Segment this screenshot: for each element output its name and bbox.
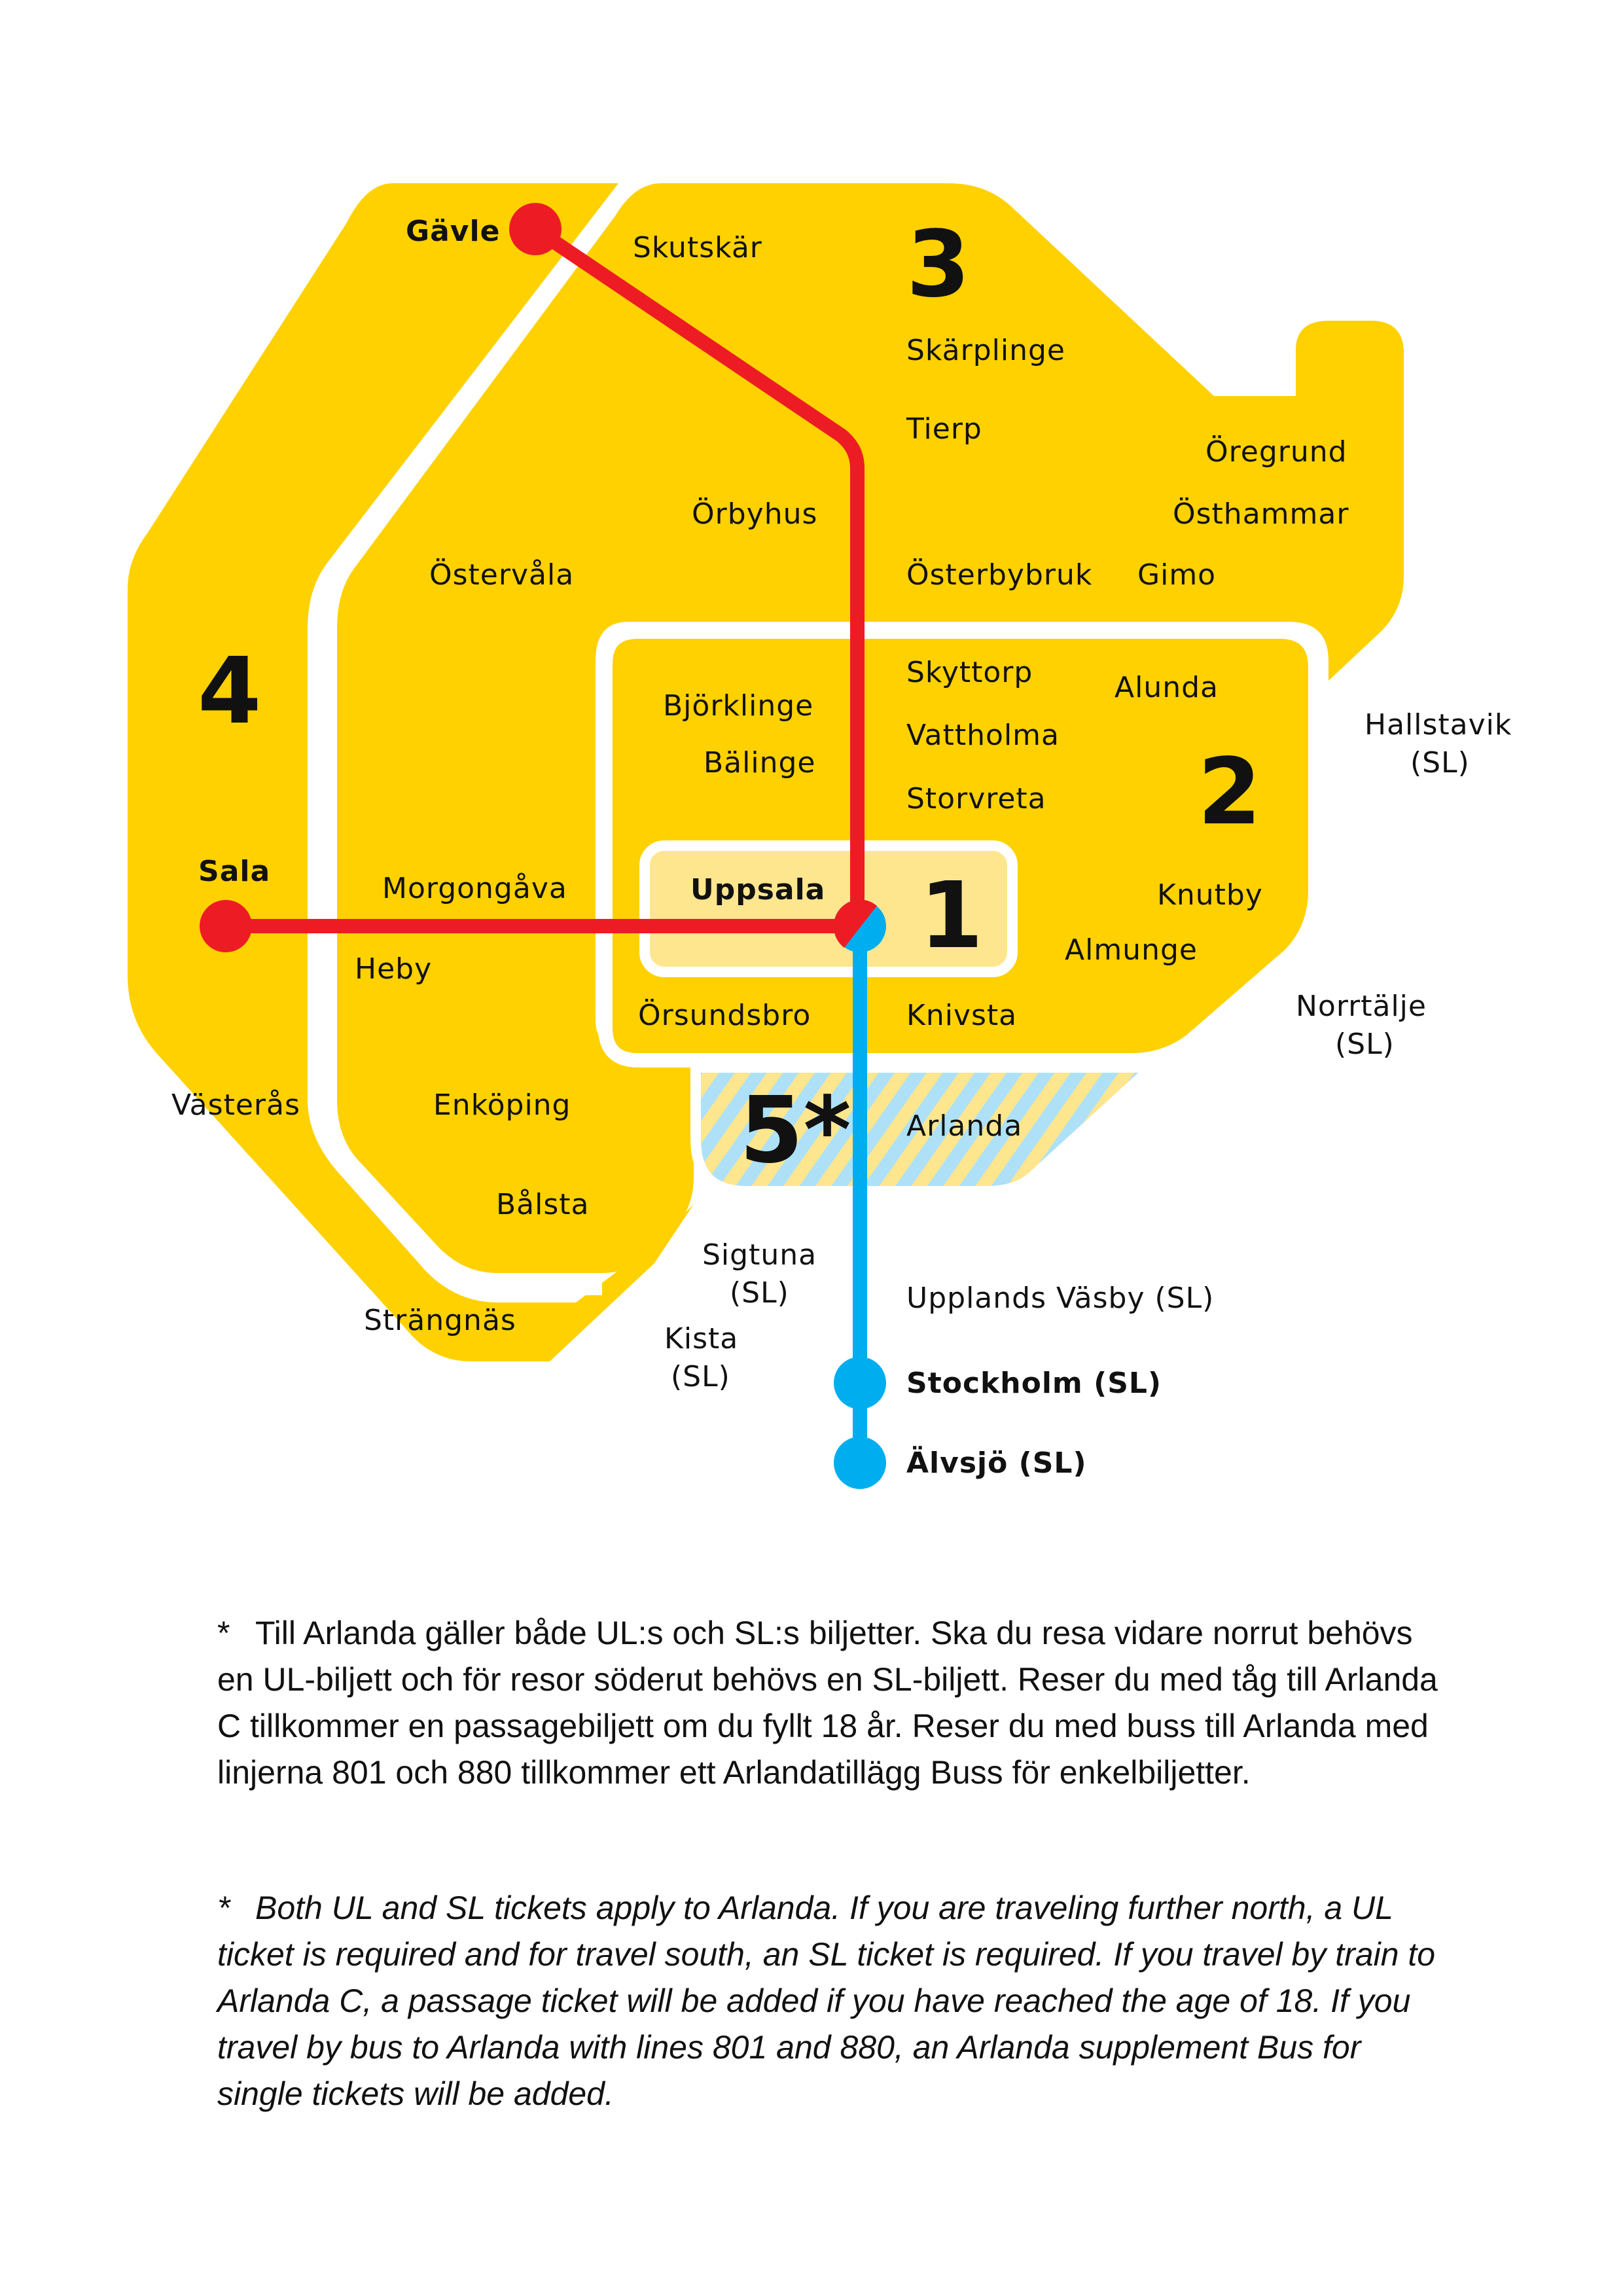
label-knivsta: Knivsta — [906, 999, 1018, 1032]
label-sigtuna: Sigtuna — [702, 1238, 817, 1272]
label-balsta: Bålsta — [496, 1188, 590, 1221]
label-strangnas: Strängnäs — [364, 1304, 516, 1337]
label-oregrund: Öregrund — [1205, 435, 1347, 469]
label-vattholma: Vattholma — [906, 719, 1060, 752]
station-dot-uppsala[interactable] — [834, 899, 886, 952]
label-orbyhus: Örbyhus — [692, 497, 818, 531]
label-upplands-vasby: Upplands Väsby (SL) — [906, 1282, 1215, 1315]
label-norrtalje-sl: (SL) — [1335, 1028, 1395, 1061]
zone-number-1: 1 — [919, 863, 984, 969]
zone-number-4: 4 — [198, 638, 262, 745]
footnote-english-text: Both UL and SL tickets apply to Arlanda. If you are traveling further north, a UL ticket is required and for travel south, an SL ticket is required. If you travel by train to Arlanda C, a passage ticket will be added if you have reached the age of 18. If you travel by bus to Arlanda with lines 801 and 880, an Arlanda supplement Bus for single tickets will be added. — [217, 1890, 1436, 2112]
label-skarplinge: Skärplinge — [906, 334, 1065, 367]
label-osthammar: Östhammar — [1173, 497, 1349, 531]
label-alunda: Alunda — [1115, 671, 1219, 704]
label-kista-sl: (SL) — [671, 1360, 730, 1393]
label-knutby: Knutby — [1157, 878, 1263, 912]
station-dot-stockholm[interactable] — [834, 1357, 886, 1409]
footnote-star: * — [217, 1890, 230, 1926]
label-skyttorp: Skyttorp — [906, 656, 1033, 689]
label-vasteras: Västerås — [171, 1088, 300, 1122]
label-sala: Sala — [198, 855, 271, 888]
label-skutskar: Skutskär — [633, 231, 762, 264]
label-bjorklinge: Björklinge — [663, 689, 814, 723]
label-ostervala: Östervåla — [429, 558, 575, 592]
label-almunge: Almunge — [1065, 933, 1198, 967]
label-norrtalje: Norrtälje — [1296, 990, 1427, 1023]
footnote-english — [217, 1885, 1448, 2117]
label-storvreta: Storvreta — [906, 782, 1046, 816]
label-stockholm: Stockholm (SL) — [906, 1367, 1162, 1400]
zone-number-2: 2 — [1198, 739, 1262, 846]
label-balinge: Bälinge — [704, 746, 816, 780]
station-dot-gavle[interactable] — [509, 203, 562, 255]
footnote-swedish-text: Till Arlanda gäller både UL:s och SL:s biljetter. Ska du resa vidare norrut behövs en UL-biljett och för resor söderut behövs en SL-biljett. Reser du med tåg till Arlanda C tillkommer en passagebiljett om du fyllt 18 år. Reser du med buss till Arlanda med linjerna 801 och 880 tillkommer ett Arlandatillägg Buss för enkelbiljetter. — [217, 1615, 1438, 1791]
label-gimo: Gimo — [1137, 558, 1217, 592]
label-arlanda: Arlanda — [906, 1109, 1023, 1143]
station-dot-alvsjo[interactable] — [834, 1437, 886, 1489]
label-alvsjo: Älvsjö (SL) — [906, 1446, 1087, 1480]
label-hallstavik-sl: (SL) — [1410, 746, 1470, 780]
zone-number-5: 5* — [740, 1077, 851, 1184]
label-morgongava: Morgongåva — [382, 872, 567, 905]
label-osterbybruk: Österbybruk — [906, 558, 1093, 592]
zone-number-3: 3 — [906, 211, 971, 318]
footnote-star: * — [217, 1615, 230, 1651]
label-uppsala: Uppsala — [690, 873, 826, 906]
label-heby: Heby — [355, 952, 433, 986]
label-hallstavik: Hallstavik — [1364, 708, 1512, 742]
label-kista: Kista — [664, 1322, 739, 1355]
station-dot-sala[interactable] — [200, 900, 252, 952]
label-tierp: Tierp — [906, 412, 982, 446]
label-sigtuna-sl: (SL) — [730, 1276, 789, 1310]
label-enkoping: Enköping — [433, 1088, 571, 1122]
footnote-swedish — [217, 1610, 1448, 1796]
label-orsundsbro: Örsundsbro — [638, 999, 812, 1032]
label-gavle: Gävle — [406, 215, 501, 248]
